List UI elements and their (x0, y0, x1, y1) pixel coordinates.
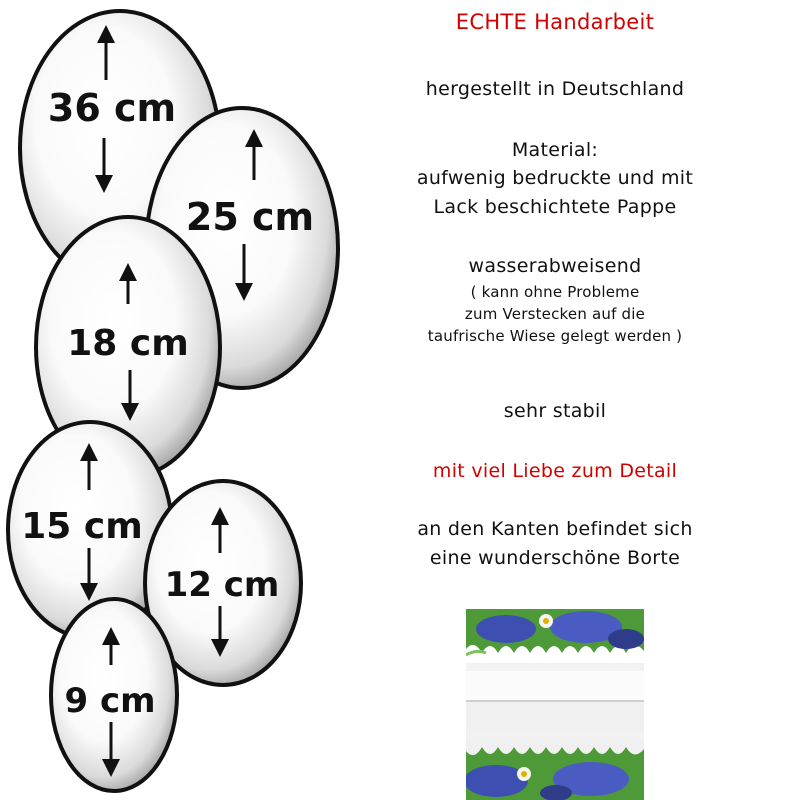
edge-line-2: eine wunderschöne Borte (429, 547, 681, 569)
egg-size-graphic (0, 0, 380, 800)
egg-size-label: 9 cm (64, 681, 156, 721)
border-photo-icon (466, 609, 644, 800)
detail-text: mit viel Liebe zum Detail (432, 460, 678, 482)
egg-size-label: 12 cm (164, 565, 280, 605)
headline: ECHTE Handarbeit (455, 10, 655, 34)
water-resistant-text: wasserabweisend (468, 255, 642, 277)
egg-size-label: 36 cm (47, 86, 177, 130)
egg-9cm (51, 599, 177, 791)
material-line-1: aufwenig bedruckte und mit (416, 167, 694, 189)
egg-size-label: 25 cm (185, 195, 315, 239)
border-detail-photo (466, 609, 644, 800)
edge-line-1: an den Kanten befindet sich (417, 518, 693, 540)
stable-text: sehr stabil (503, 400, 607, 422)
egg-size-label: 18 cm (67, 323, 189, 364)
egg-size-label: 15 cm (21, 506, 143, 547)
material-line-2: Lack beschichtete Pappe (433, 196, 677, 218)
water-note-line-3: taufrische Wiese gelegt werden ) (427, 327, 683, 345)
water-note-line-2: zum Verstecken auf die (464, 305, 646, 323)
material-heading: Material: (511, 139, 599, 161)
made-in-text: hergestellt in Deutschland (425, 78, 685, 100)
water-note-line-1: ( kann ohne Probleme (470, 283, 640, 301)
